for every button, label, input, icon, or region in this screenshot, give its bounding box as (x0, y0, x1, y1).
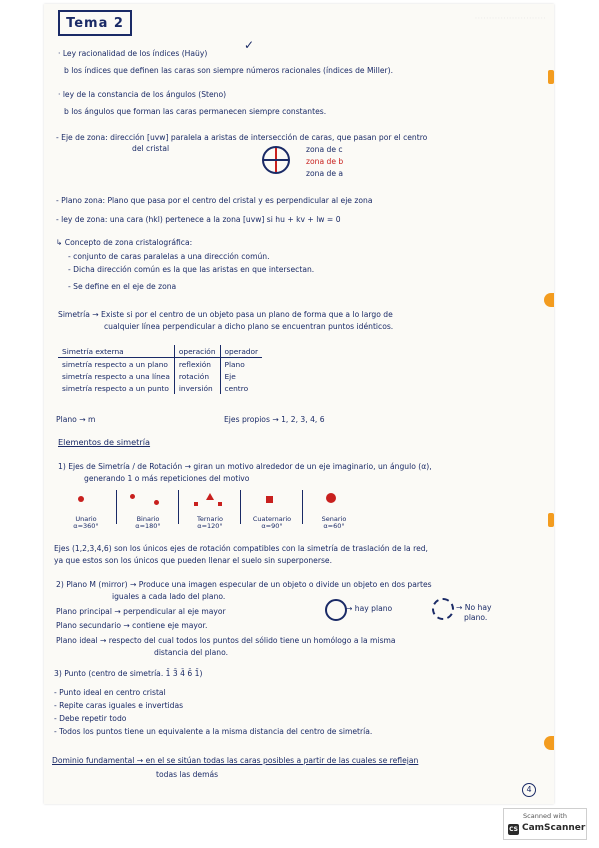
ideal-plane-text: Plano ideal → respecto del cual todos los puntos del sólido tiene un homólogo a la misma (56, 636, 396, 645)
motif-marker (266, 496, 273, 503)
orange-tab-marker (548, 513, 554, 527)
center-bullet-1: - Punto ideal en centro cristal (54, 688, 166, 697)
has-plane-label: → hay plano (346, 604, 393, 613)
table-cell: simetría respecto a una línea (62, 371, 170, 381)
motif-marker (130, 494, 135, 499)
secondary-plane-text: Plano secundario → contiene eje mayor. (56, 621, 208, 630)
center-bullet-3: - Debe repetir todo (54, 714, 127, 723)
axis-quaternary (244, 490, 304, 542)
compatible-axes-text: Ejes (1,2,3,4,6) son los únicos ejes de rotación compatibles con la simetría de traslación de la red, (54, 544, 428, 553)
symmetry-definition: Simetría → Existe si por el centro de un objeto pasa un plano de forma que a lo largo de (58, 310, 393, 319)
zone-axis-text-cont: del cristal (132, 144, 170, 153)
ideal-plane-text-cont: distancia del plano. (154, 648, 229, 657)
watermark-caption: Scanned with (523, 812, 567, 820)
center-bullet-2: - Repite caras iguales e invertidas (54, 701, 184, 710)
axis-label (244, 516, 300, 530)
divider (178, 490, 179, 524)
axis-label (306, 516, 362, 530)
axis-binary (120, 490, 180, 542)
fundamental-domain-text-cont: todas las demás (156, 770, 219, 779)
zone-concept-bullet-2: - Dicha dirección común es la que las aristas en que intersectan. (68, 265, 315, 274)
table-header-row (58, 345, 262, 358)
symmetry-table (58, 345, 262, 394)
axis-angle: α=360° (73, 522, 99, 530)
center-bullet-4: - Todos los puntos tiene un equivalente a la misma distancia del centro de simetría. (54, 727, 373, 736)
no-plane-label-cont: plano. (464, 613, 488, 622)
law-constancy-text: b los ángulos que forman las caras permanecen siempre constantes. (64, 107, 327, 116)
mirror-plane-text: 2) Plano M (mirror) → Produce una imagen especular de un objeto o divide un objeto en dos partes (56, 580, 432, 589)
table-cell: Plano (224, 359, 245, 369)
circle-without-plane (432, 598, 454, 620)
page-title: Tema 2 (58, 10, 132, 36)
zone-label-b: zona de b (306, 157, 344, 166)
table-cell: Eje (224, 371, 236, 381)
motif-marker (206, 493, 214, 500)
zone-concept-bullet-3: - Se define en el eje de zona (68, 282, 177, 291)
orange-tab-marker (544, 736, 554, 750)
watermark-brand: CamScanner (522, 823, 586, 833)
symmetry-center-heading: 3) Punto (centro de simetría. 1̄ 3̄ 4̄ 6̄ 1̄) (54, 669, 203, 678)
camscanner-logo-icon: CS (509, 826, 518, 833)
divider (240, 490, 241, 524)
notebook-page (44, 4, 554, 804)
motif-marker (78, 496, 84, 502)
orange-tab-marker (544, 293, 554, 307)
axis-name: Cuaternario (252, 515, 292, 523)
motif-marker (326, 493, 336, 503)
compatible-axes-text-cont: ya que estos son los únicos que pueden llenar el suelo sin superponerse. (54, 556, 333, 565)
axis-angle: α=120° (197, 522, 223, 530)
axis-angle: α=60° (323, 522, 345, 530)
axis-label (120, 516, 176, 530)
axis-name: Senario (321, 515, 347, 523)
circle-with-plane (325, 599, 347, 621)
axis-name: Unario (75, 515, 97, 523)
zone-label-c: zona de c (306, 145, 343, 154)
camscanner-watermark (503, 808, 587, 840)
table-row (58, 370, 262, 382)
motif-marker (154, 500, 159, 505)
axis-label (58, 516, 114, 530)
law-rationality-heading: · Ley racionalidad de los índices (Haüy) (58, 49, 208, 58)
motif-marker (218, 502, 222, 506)
zone-axis-text: - Eje de zona: dirección [uvw] paralela a aristas de intersección de caras, que pasan por el centro (56, 133, 428, 142)
axis-name: Binario (136, 515, 160, 523)
crystal-zone-diagram (262, 146, 290, 174)
mirror-plane-text-cont: iguales a cada lado del plano. (112, 592, 226, 601)
zone-concept-bullet-1: - conjunto de caras paralelas a una dirección común. (68, 252, 270, 261)
table-header: operación (174, 345, 220, 358)
divider (302, 490, 303, 524)
zone-law-text: - ley de zona: una cara (hkl) pertenece a la zona [uvw] si hu + kv + lw = 0 (56, 215, 341, 224)
axis-name: Ternario (197, 515, 223, 523)
symmetry-elements-heading: Elementos de simetría (58, 437, 151, 447)
law-constancy-heading: · ley de la constancia de los ángulos (Steno) (58, 90, 227, 99)
axis-angle: α=90° (261, 522, 283, 530)
table-header: Simetría externa (58, 345, 174, 358)
table-cell: reflexión (174, 358, 220, 371)
plane-notation: Plano → m (56, 415, 96, 424)
symmetry-definition-cont: cualquier línea perpendicular a dicho plano se encuentran puntos idénticos. (104, 322, 394, 331)
axis-angle: α=180° (135, 522, 161, 530)
proper-axes-notation: Ejes propios → 1, 2, 3, 4, 6 (224, 415, 325, 424)
check-mark: ✓ (244, 38, 255, 52)
table-header: operador (220, 345, 262, 358)
motif-marker (194, 502, 198, 506)
table-cell: simetría respecto a un punto (62, 383, 169, 393)
axis-label (182, 516, 238, 530)
rotation-axes-text-cont: generando 1 o más repeticiones del motivo (84, 474, 250, 483)
table-cell: centro (224, 383, 249, 393)
table-cell: inversión (174, 382, 220, 394)
table-row (58, 358, 262, 371)
orange-tab-marker (548, 70, 554, 84)
principal-plane-text: Plano principal → perpendicular al eje mayor (56, 607, 226, 616)
zone-label-a: zona de a (306, 169, 344, 178)
divider (116, 490, 117, 524)
bleed-through-text: ························· (474, 14, 546, 24)
fundamental-domain-text: Dominio fundamental → en el se sitúan todas las caras posibles a partir de las cuales se reflejan (52, 756, 419, 765)
no-plane-label: → No hay (456, 603, 492, 612)
zone-concept-heading: ↳ Concepto de zona cristalográfica: (56, 238, 193, 247)
table-cell: rotación (174, 370, 220, 382)
axis-unary (58, 490, 118, 542)
axis-senary (306, 490, 366, 542)
table-cell: simetría respecto a un plano (62, 359, 168, 369)
zone-plane-text: - Plano zona: Plano que pasa por el centro del cristal y es perpendicular al eje zona (56, 196, 373, 205)
rotation-axes-diagram (58, 490, 378, 542)
page-number: 4 (522, 783, 536, 797)
law-rationality-text: b los índices que definen las caras son siempre números racionales (índices de Miller). (64, 66, 394, 75)
axis-ternary (182, 490, 242, 542)
table-row (58, 382, 262, 394)
rotation-axes-text: 1) Ejes de Simetría / de Rotación → giran un motivo alrededor de un eje imaginario, un ángulo (α), (58, 462, 432, 471)
